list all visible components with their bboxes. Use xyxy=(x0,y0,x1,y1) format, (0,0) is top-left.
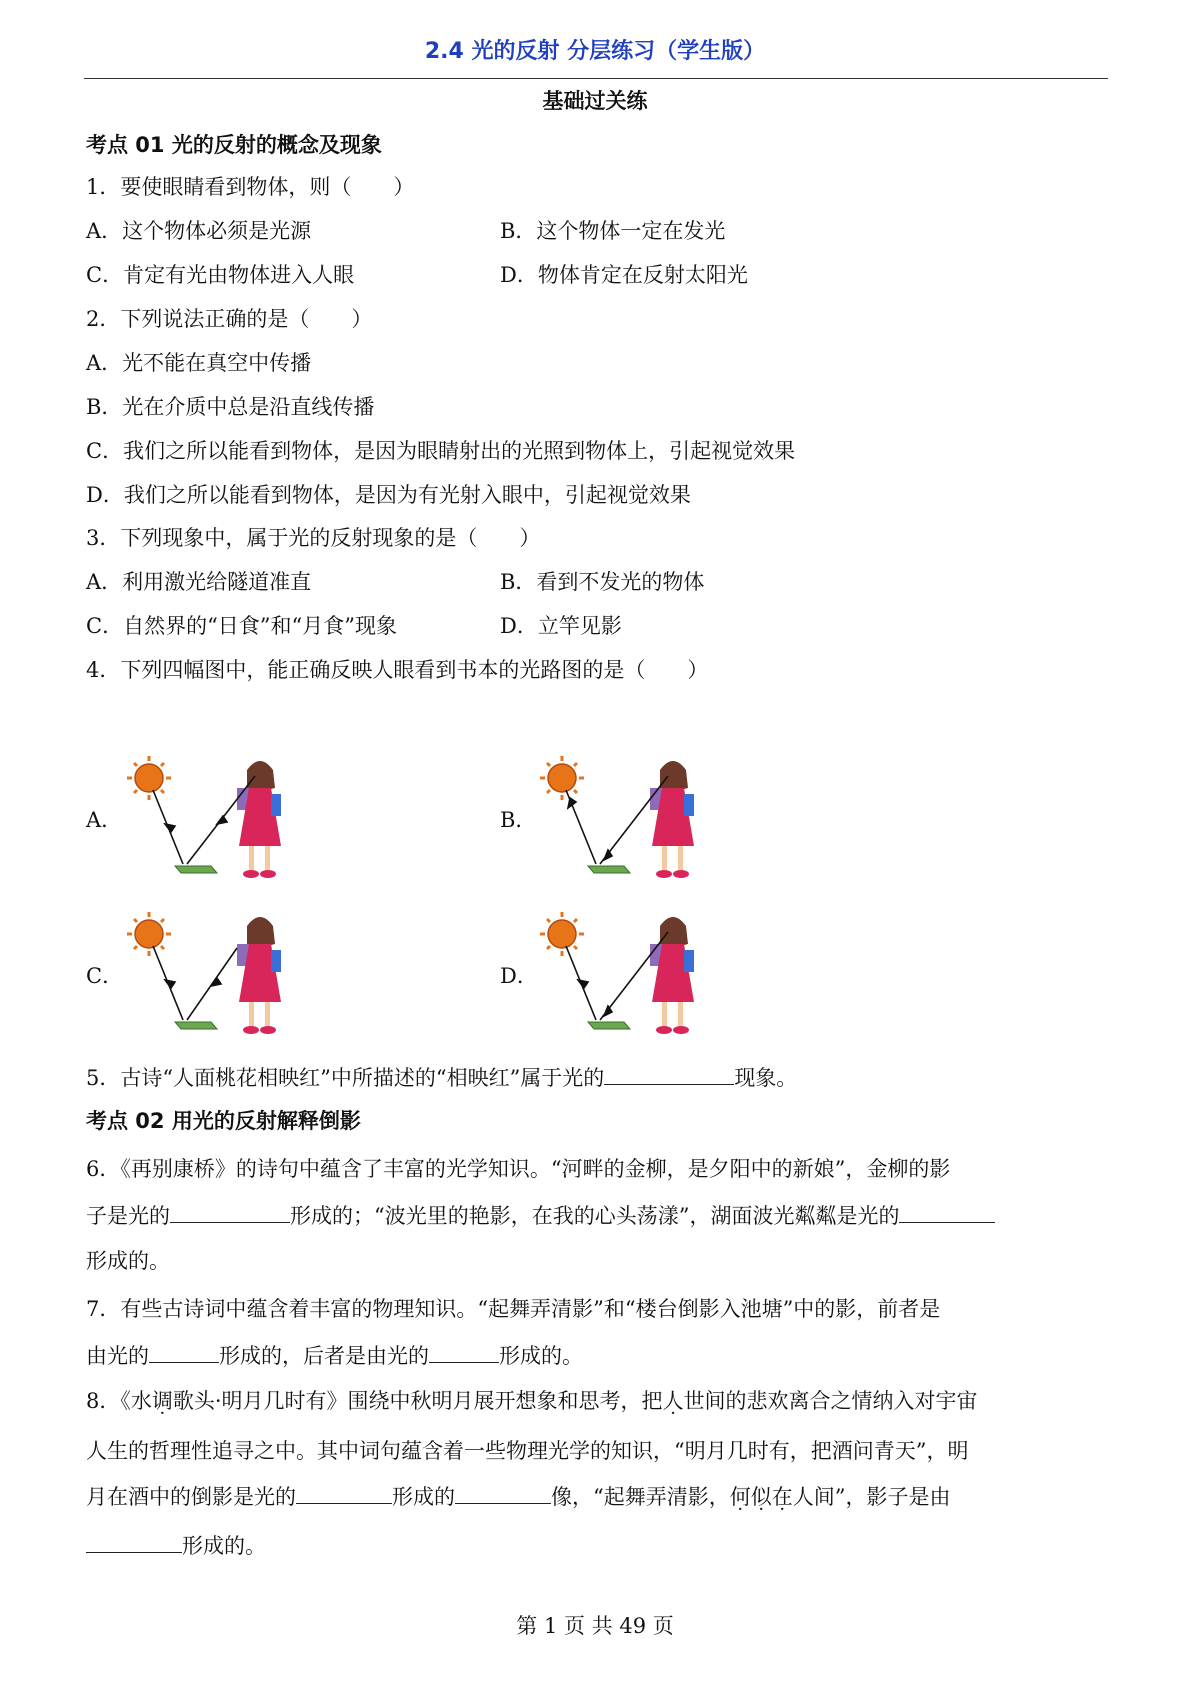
q8-l1d: 人 xyxy=(662,1389,684,1413)
sun-icon xyxy=(127,756,171,800)
q8-blank-3[interactable] xyxy=(86,1530,182,1553)
q8-l4: 形成的。 xyxy=(182,1534,266,1558)
topic-1-heading: 考点 01 光的反射的概念及现象 xyxy=(86,133,382,157)
q8-l1c: 歌头·明月几时有》围绕中秋明月展开想象和思考，把 xyxy=(172,1389,663,1413)
q4-stem: 4．下列四幅图中，能正确反映人眼看到书本的光路图的是（ ） xyxy=(86,658,709,682)
sun-icon xyxy=(540,912,584,956)
q1-option-c: C．肯定有光由物体进入人眼 xyxy=(86,263,355,287)
q6-line-3: 形成的。 xyxy=(86,1249,170,1273)
q3-option-a: A．利用激光给隧道准直 xyxy=(86,570,312,594)
q2-stem: 2．下列说法正确的是（ ） xyxy=(86,307,373,331)
q2-option-d: D．我们之所以能看到物体，是因为有光射入眼中，引起视觉效果 xyxy=(86,483,691,507)
q8-line-1 xyxy=(86,1386,978,1416)
header-rule xyxy=(84,78,1108,79)
q8-l3g: 人间”，影子是由 xyxy=(792,1485,951,1509)
document-title: 2.4 光的反射 分层练习（学生版） xyxy=(424,39,766,64)
girl-icon xyxy=(237,761,281,878)
q3-option-b: B．看到不发光的物体 xyxy=(500,570,705,594)
q3-option-d: D．立竿见影 xyxy=(500,614,622,638)
q8-l3a: 月在酒中的倒影是光的 xyxy=(86,1485,296,1509)
q6-blank-1[interactable] xyxy=(170,1200,290,1223)
q4-figure-b xyxy=(538,752,713,884)
book-icon xyxy=(175,1022,217,1029)
q1-option-d: D．物体肯定在反射太阳光 xyxy=(500,263,748,287)
q4-label-c: C． xyxy=(86,964,124,988)
sun-icon xyxy=(540,756,584,800)
q5-before: 5．古诗“人面桃花相映红”中所描述的“相映红”属于光的 xyxy=(86,1066,605,1090)
q8-line-4 xyxy=(86,1530,266,1561)
section-heading: 基础过关练 xyxy=(542,89,648,113)
q8-l1b: 调 xyxy=(151,1389,173,1413)
page-footer: 第 1 页 共 49 页 xyxy=(516,1614,674,1638)
q2-option-b: B．光在介质中总是沿直线传播 xyxy=(86,395,375,419)
q8-blank-1[interactable] xyxy=(296,1481,392,1504)
book-icon xyxy=(175,866,217,873)
q4-label-d: D． xyxy=(500,964,538,988)
q6-l2b: 形成的；“波光里的艳影，在我的心头荡漾”，湖面波光粼粼是光的 xyxy=(290,1204,900,1228)
q6-l2a: 子是光的 xyxy=(86,1204,170,1228)
q2-option-a: A．光不能在真空中传播 xyxy=(86,351,312,375)
q4-figure-c xyxy=(125,908,300,1040)
q8-l3f: 在 xyxy=(771,1485,793,1509)
q8-l3c: 像，“起舞弄清影， xyxy=(551,1485,730,1509)
q6-line-1: 6．《再别康桥》的诗句中蕴含了丰富的光学知识。“河畔的金柳，是夕阳中的新娘”，金柳的影 xyxy=(86,1157,951,1181)
q8-l3b: 形成的 xyxy=(392,1485,455,1509)
q8-l1e: 世间的悲欢离合之情纳入对宇宙 xyxy=(683,1389,978,1413)
q4-label-a: A． xyxy=(86,808,123,832)
q5-blank[interactable] xyxy=(604,1062,734,1085)
q6-line-2 xyxy=(86,1200,995,1231)
girl-icon xyxy=(650,761,694,878)
q8-line-3 xyxy=(86,1481,951,1512)
q1-stem: 1．要使眼睛看到物体，则（ ） xyxy=(86,175,415,199)
sun-icon xyxy=(127,912,171,956)
q8-line-2: 人生的哲理性追寻之中。其中词句蕴含着一些物理光学的知识，“明月几时有，把酒问青天”，明 xyxy=(86,1439,969,1463)
q4-figure-a xyxy=(125,752,300,884)
q8-l1a: 8．《水 xyxy=(86,1389,152,1413)
girl-icon xyxy=(237,917,281,1034)
q4-label-b: B． xyxy=(500,808,537,832)
q7-l2c: 形成的。 xyxy=(499,1344,583,1368)
q8-l3d: 何 xyxy=(729,1485,751,1509)
q2-option-c: C．我们之所以能看到物体，是因为眼睛射出的光照到物体上，引起视觉效果 xyxy=(86,439,796,463)
q7-line-1: 7．有些古诗词中蕴含着丰富的物理知识。“起舞弄清影”和“楼台倒影入池塘”中的影，前者是 xyxy=(86,1297,941,1321)
q8-blank-2[interactable] xyxy=(455,1481,551,1504)
q5-text xyxy=(86,1062,797,1093)
q7-l2a: 由光的 xyxy=(86,1344,149,1368)
q7-l2b: 形成的，后者是由光的 xyxy=(219,1344,429,1368)
girl-icon xyxy=(650,917,694,1034)
q7-blank-1[interactable] xyxy=(149,1340,219,1363)
topic-2-heading: 考点 02 用光的反射解释倒影 xyxy=(86,1109,361,1133)
q4-figure-d xyxy=(538,908,713,1040)
q8-l3e: 似 xyxy=(750,1485,772,1509)
q6-blank-2[interactable] xyxy=(899,1200,995,1223)
q1-option-b: B．这个物体一定在发光 xyxy=(500,219,726,243)
book-icon xyxy=(588,866,630,873)
q1-option-a: A．这个物体必须是光源 xyxy=(86,219,312,243)
q3-stem: 3．下列现象中，属于光的反射现象的是（ ） xyxy=(86,526,541,550)
q3-option-c: C．自然界的“日食”和“月食”现象 xyxy=(86,614,398,638)
q5-after: 现象。 xyxy=(734,1066,798,1090)
q7-blank-2[interactable] xyxy=(429,1340,499,1363)
book-icon xyxy=(588,1022,630,1029)
q7-line-2 xyxy=(86,1340,583,1371)
